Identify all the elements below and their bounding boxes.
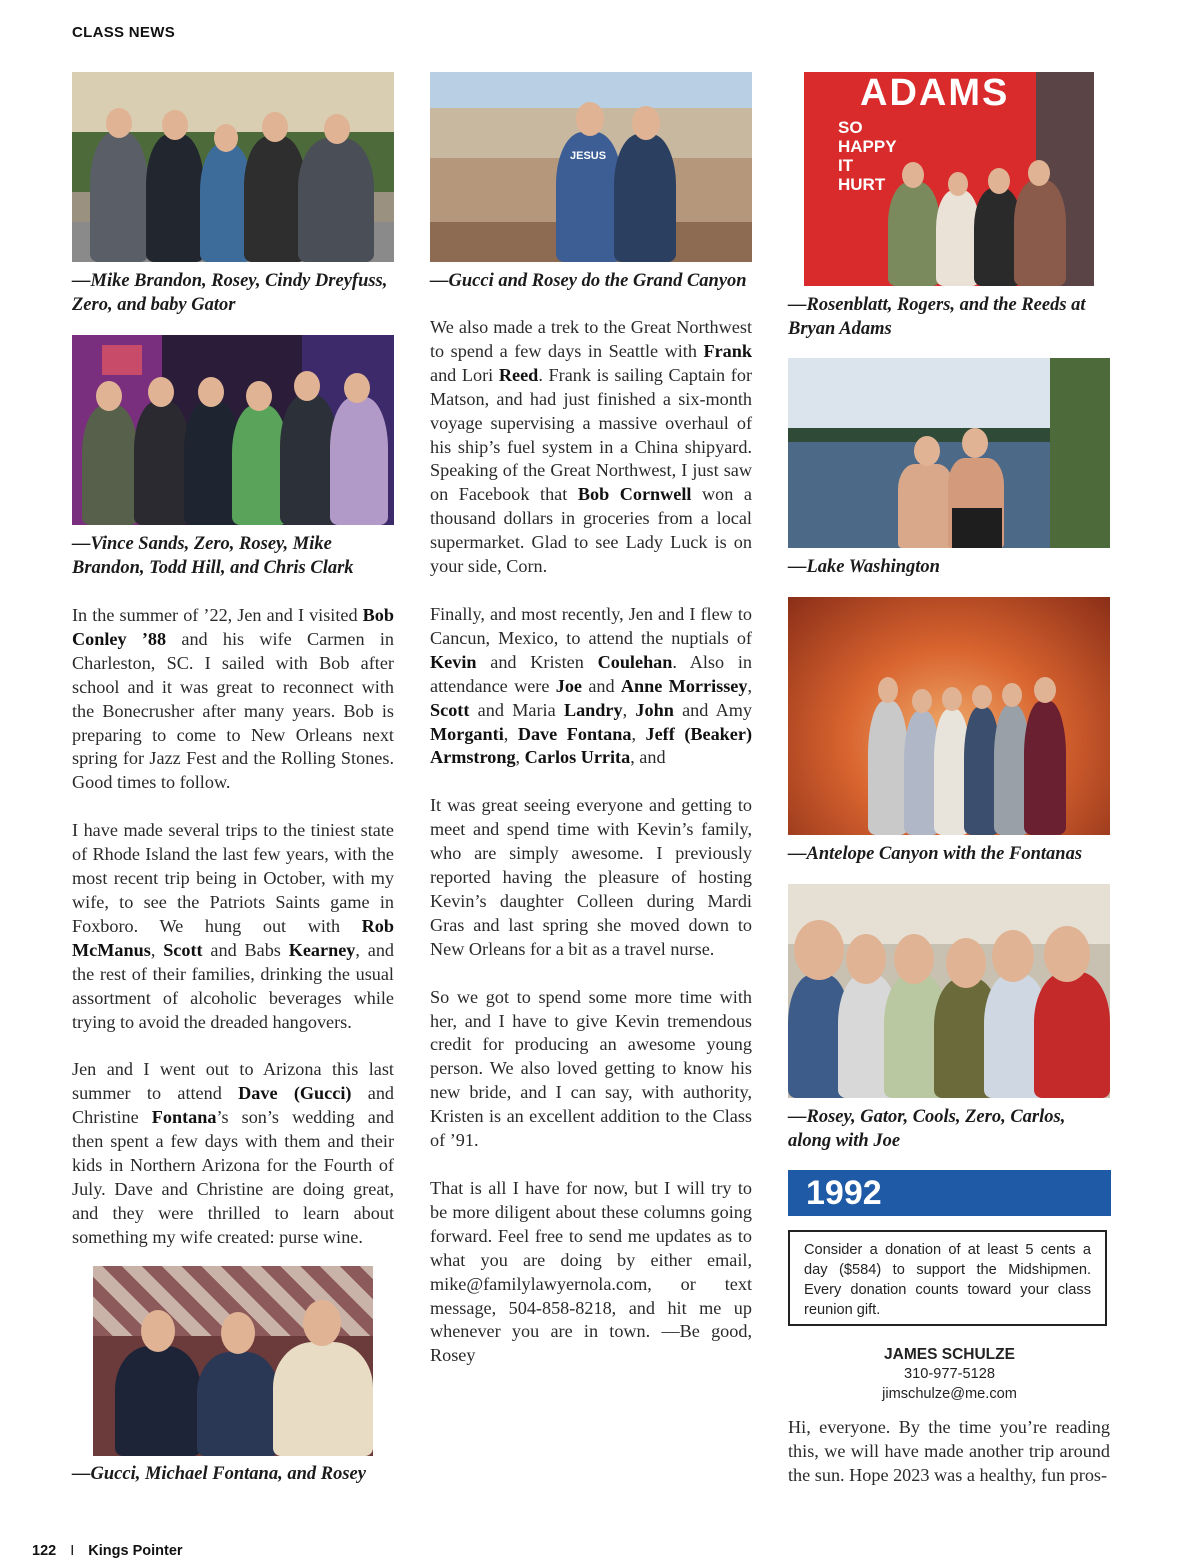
column2-paragraph2: Finally, and most recently, Jen and I flew to Cancun, Mexico, to attend the nuptials of Kevin and Kristen Coulehan. Also in attendance were Joe and Anne Morrissey, Scott and Maria Landry, John and Amy Morganti, Dave Fontana, Jeff (Beaker) Armstrong, Carlos Urrita, and — [430, 603, 753, 768]
column2-paragraph5: That is all I have for now, but I will try to be more diligent about these columns going forward. Feel free to send me updates as to what you are doing by either email, mike@familylawyernola.com, or text message, 504-858-8218, and hit me up whenever you are in town. —Be good, Rosey — [430, 1178, 752, 1366]
photo-group-outdoor — [72, 72, 394, 262]
class-year: 1992 — [806, 1174, 882, 1212]
poster-line2: HAPPY — [838, 137, 897, 156]
column1-paragraph1: In the summer of ’22, Jen and I visited Bob Conley ’88 and his wife Carmen in Charleston, SC. I sailed with Bob after school and it was great to reconnect with the Bonecrusher after many years. Bob is preparing to come to New Orleans next spring for Jazz Fest and the Rolling Stones. Good times to follow. — [72, 605, 394, 793]
class1992-intro: Hi, everyone. By the time you’re reading this, we will have made another trip around the sun. Hope 2023 was a healthy, fun pros- — [788, 1417, 1110, 1485]
class-rep-email[interactable]: jimschulze@me.com — [882, 1386, 1017, 1402]
page-footer — [32, 1543, 183, 1559]
photo5-caption: —Rosenblatt, Rogers, and the Reeds at Bryan Adams — [788, 295, 1086, 339]
magazine-name: Kings Pointer — [88, 1543, 183, 1559]
photo-lake-washington — [788, 358, 1110, 548]
photo-antelope-canyon — [788, 597, 1110, 835]
section-label: CLASS NEWS — [72, 24, 176, 41]
photo2-caption: —Vince Sands, Zero, Rosey, Mike Brandon, Todd Hill, and Chris Clark — [72, 534, 354, 578]
class-year-banner — [788, 1170, 1111, 1216]
column1-text — [72, 604, 394, 1274]
photo3-caption: —Gucci, Michael Fontana, and Rosey — [72, 1464, 366, 1484]
photo7-caption: —Antelope Canyon with the Fontanas — [788, 844, 1083, 864]
footer-separator: I — [70, 1543, 75, 1559]
photo-six-friends — [788, 884, 1110, 1098]
photo-wedding-trio — [93, 1266, 373, 1456]
photo4-caption: —Gucci and Rosey do the Grand Canyon — [430, 271, 747, 291]
column1-paragraph2: I have made several trips to the tiniest state of Rhode Island the last few years, with the most recent trip being in October, with my wife, to see the Patriots Saints game in Foxboro. We hung out with Rob McManus, Scott and Babs Kearney, and the rest of their families, drinking the usual assortment of alcoholic beverages while trying to avoid the dreaded hangovers. — [72, 820, 395, 1032]
column2-paragraph4: So we got to spend some more time with her, and I have to give Kevin tremendous credit for producing an awesome young person. We also loved getting to know his new bride, and I can say, with authority, Kristen is an excellent addition to the Class of ’91. — [430, 986, 752, 1151]
photo-bryan-adams — [804, 72, 1094, 286]
photo-bar-group — [72, 335, 394, 525]
photo6-caption: —Lake Washington — [788, 557, 940, 577]
photo1-caption: —Mike Brandon, Rosey, Cindy Dreyfuss, Zero, and baby Gator — [72, 271, 388, 315]
photo8-caption: —Rosey, Gator, Cools, Zero, Carlos, along with Joe — [788, 1107, 1066, 1151]
column2-paragraph1: We also made a trek to the Great Northwest to spend a few days in Seattle with Frank and Lori Reed. Frank is sailing Captain for Matson, and had just finished a six-month voyage supervising a massive overhaul of his ship’s fuel system in a China shipyard. Speaking of the Great Northwest, I just saw on Facebook that Bob Cornwell won a thousand dollars in groceries from a local supermarket. Glad to see Lady Luck is on your side, Corn. — [430, 317, 752, 577]
photo-grand-canyon — [430, 72, 752, 262]
poster-line1: SO — [838, 118, 863, 137]
poster-line4: HURT — [838, 175, 886, 194]
column1-paragraph3: Jen and I went out to Arizona this last summer to attend Dave (Gucci) and Christine Fontana’s son’s wedding and then spent a few days with them and their kids in Northern Arizona for the Fourth of July. Dave and Christine are doing great, and they were thrilled to learn about something my wife created: purse wine. — [72, 1059, 395, 1247]
column2-text — [430, 316, 752, 1392]
poster-title: ADAMS — [860, 72, 1010, 114]
column2-paragraph3: It was great seeing everyone and getting to meet and spend time with Kevin’s family, who are simply awesome. I previously reported having the pleasure of hosting Kevin’s daughter Colleen during Mardi Gras and last spring she moved down to New Orleans for a bit as a travel nurse. — [430, 795, 752, 959]
page-number: 122 — [32, 1543, 57, 1559]
donation-box: Consider a donation of at least 5 cents a day ($584) to support the Midshipmen. Every donation counts toward your class reunion gift. — [788, 1230, 1107, 1326]
poster-line3: IT — [838, 156, 854, 175]
shirt-text: JESUS — [570, 150, 607, 162]
class-rep-phone: 310-977-5128 — [904, 1366, 995, 1382]
class-rep-name: JAMES SCHULZE — [884, 1346, 1015, 1363]
